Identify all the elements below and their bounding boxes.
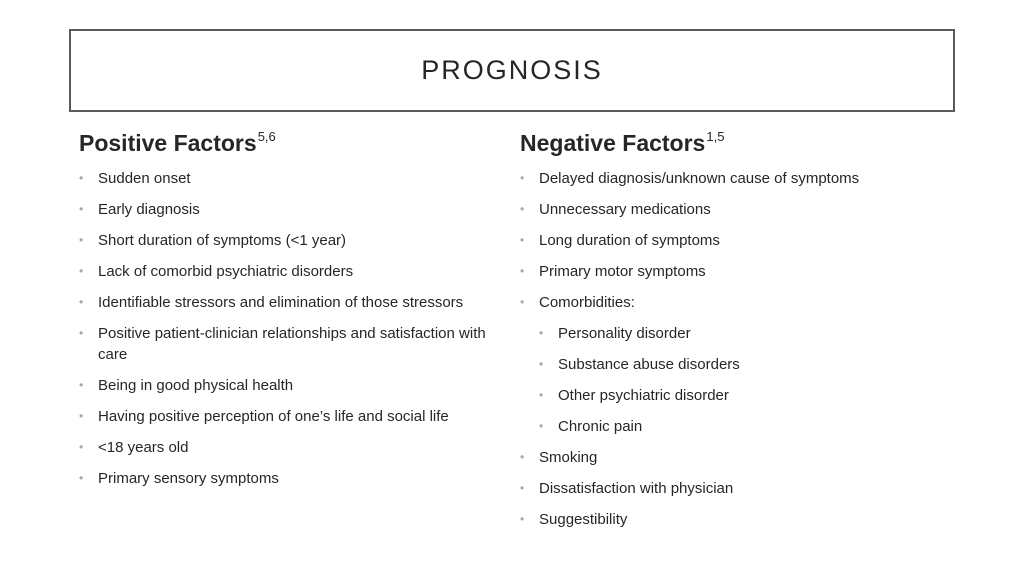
positive-factors-heading bbox=[79, 122, 499, 158]
bullet-icon: • bbox=[79, 378, 84, 392]
bullet-icon: • bbox=[539, 357, 544, 371]
list-item: • Having positive perception of one’s life and social life bbox=[79, 408, 449, 425]
list-item: • Lack of comorbid psychiatric disorders bbox=[79, 263, 354, 280]
bullet-icon: • bbox=[539, 419, 544, 433]
bullet-icon: • bbox=[79, 171, 84, 185]
list-item: • Dissatisfaction with physician bbox=[520, 480, 734, 497]
bullet-icon: • bbox=[79, 295, 84, 309]
slide-title: PROGNOSIS bbox=[421, 55, 603, 85]
bullet-icon: • bbox=[520, 264, 525, 278]
list-item: • Delayed diagnosis/unknown cause of symptoms bbox=[520, 170, 860, 187]
bullet-icon: • bbox=[539, 388, 544, 402]
bullet-icon: • bbox=[520, 171, 525, 185]
positive-factors-heading-text: Positive Factors bbox=[79, 130, 257, 156]
list-item: • Smoking bbox=[520, 449, 598, 466]
list-item: • <18 years old bbox=[79, 439, 189, 456]
negative-factors-heading-text: Negative Factors bbox=[520, 130, 706, 156]
list-item: • Identifiable stressors and elimination of those stressors bbox=[79, 294, 464, 311]
bullet-icon: • bbox=[79, 233, 84, 247]
negative-factors-column bbox=[520, 122, 940, 540]
negative-factors-heading bbox=[520, 122, 940, 158]
bullet-icon: • bbox=[79, 471, 84, 485]
bullet-icon: • bbox=[520, 202, 525, 216]
sub-list-item: • Other psychiatric disorder bbox=[539, 387, 729, 404]
list-item: • Sudden onset bbox=[79, 170, 191, 187]
list-item: • Primary sensory symptoms bbox=[79, 470, 279, 487]
sub-list-item: • Substance abuse disorders bbox=[539, 356, 740, 373]
bullet-icon: • bbox=[539, 326, 544, 340]
title-box bbox=[69, 29, 955, 112]
bullet-icon: • bbox=[79, 440, 84, 454]
negative-factors-list bbox=[520, 168, 940, 530]
sub-list-item: • Personality disorder bbox=[539, 325, 691, 342]
bullet-icon: • bbox=[520, 233, 525, 247]
bullet-icon: • bbox=[79, 326, 84, 340]
list-item: • Short duration of symptoms (<1 year) bbox=[79, 232, 347, 249]
list-item: • Comorbidities: bbox=[520, 294, 635, 311]
list-item: • Suggestibility bbox=[520, 511, 628, 528]
positive-factors-list bbox=[79, 168, 499, 489]
bullet-icon: • bbox=[79, 264, 84, 278]
negative-factors-citation: 1,5 bbox=[706, 129, 725, 144]
bullet-icon: • bbox=[520, 512, 525, 526]
bullet-icon: • bbox=[520, 481, 525, 495]
sub-list-item: • Chronic pain bbox=[539, 418, 643, 435]
list-item: • Unnecessary medications bbox=[520, 201, 711, 218]
list-item: • Being in good physical health bbox=[79, 377, 294, 394]
list-item: • Early diagnosis bbox=[79, 201, 200, 218]
bullet-icon: • bbox=[520, 295, 525, 309]
bullet-icon: • bbox=[79, 409, 84, 423]
list-item: • Long duration of symptoms bbox=[520, 232, 720, 249]
positive-factors-column bbox=[79, 122, 499, 499]
list-item: • Positive patient-clinician relationships and satisfaction with care bbox=[79, 325, 486, 363]
positive-factors-citation: 5,6 bbox=[257, 129, 276, 144]
bullet-icon: • bbox=[79, 202, 84, 216]
bullet-icon: • bbox=[520, 450, 525, 464]
list-item: • Primary motor symptoms bbox=[520, 263, 706, 280]
